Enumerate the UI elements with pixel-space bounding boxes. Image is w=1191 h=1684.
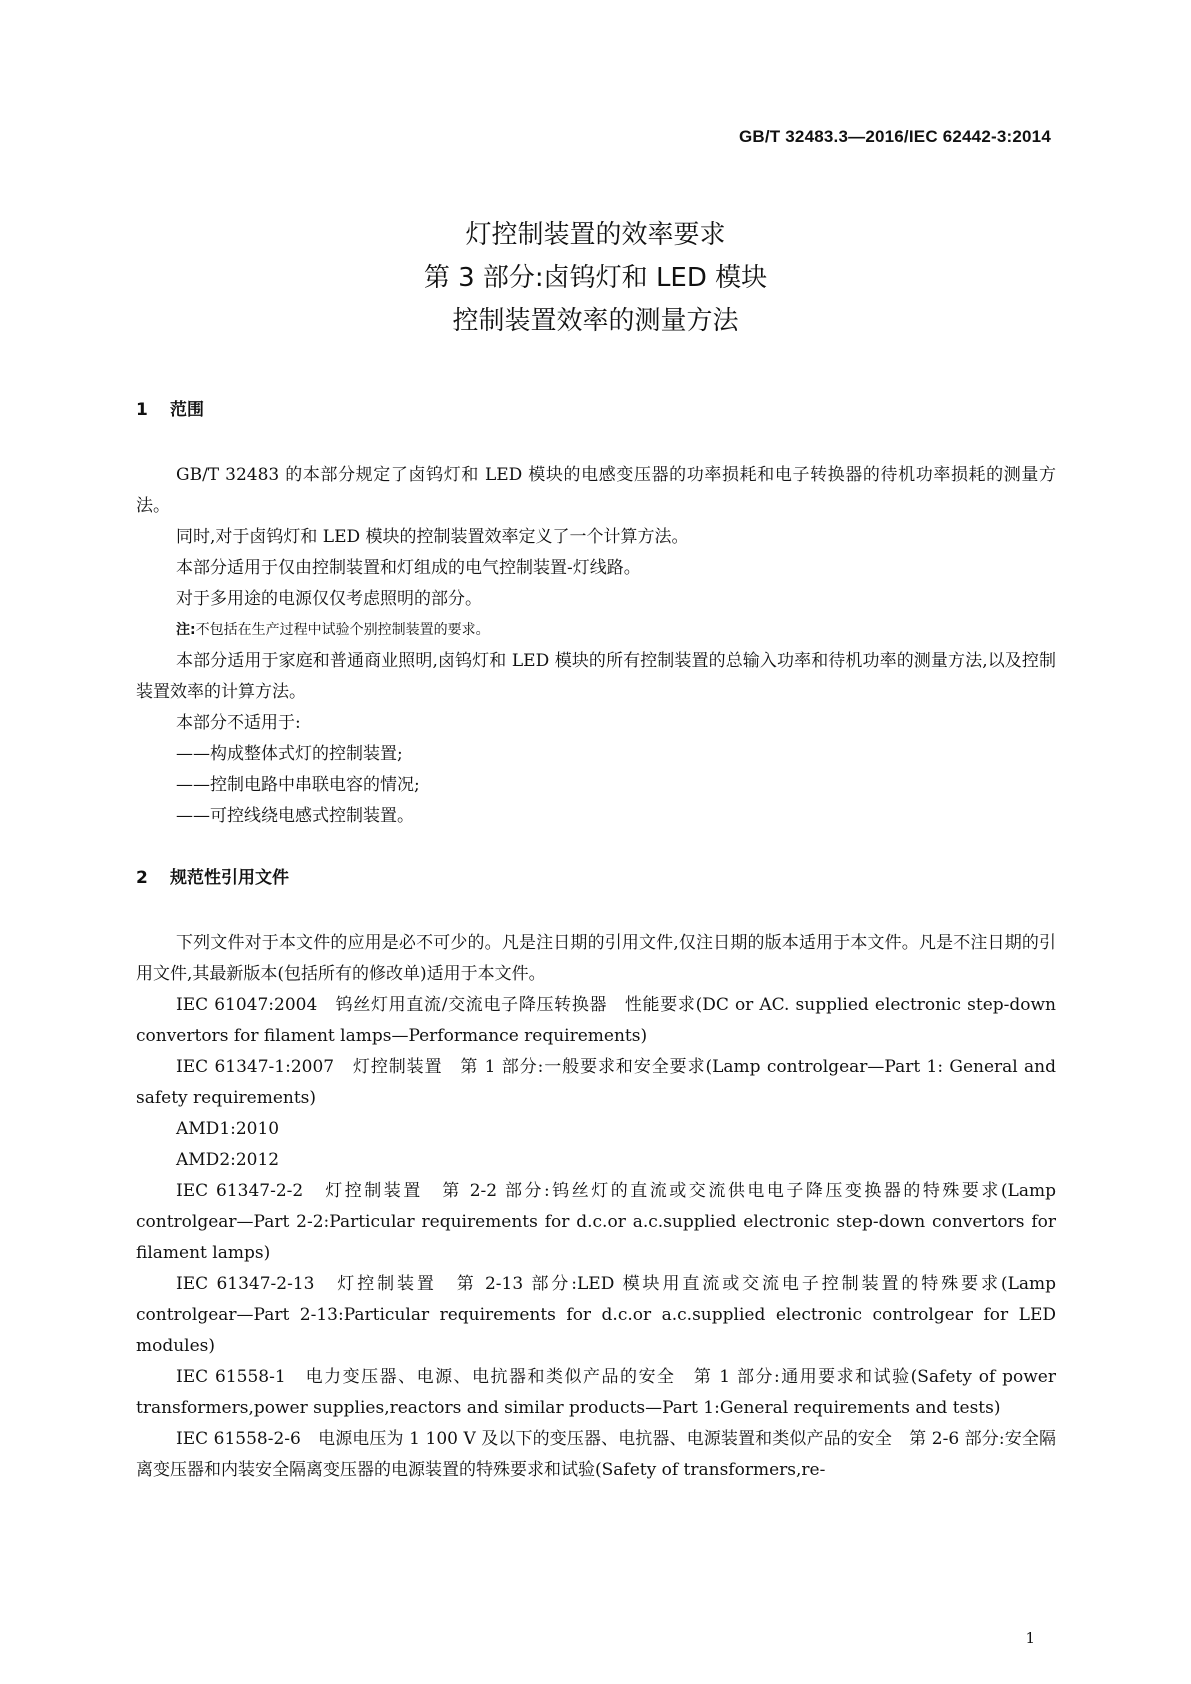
scope-paragraph-1: GB/T 32483 的本部分规定了卤钨灯和 LED 模块的电感变压器的功率损耗和电子转换器的待机功率损耗的测量方法。 <box>136 465 1056 516</box>
document-title <box>0 214 1191 343</box>
title-line-1: 灯控制装置的效率要求 <box>465 220 726 250</box>
section-2-number: 2 <box>136 868 148 888</box>
scope-paragraph-2: 同时,对于卤钨灯和 LED 模块的控制装置效率定义了一个计算方法。 <box>176 527 689 547</box>
document-identifier: GB/T 32483.3—2016/IEC 62442-3:2014 <box>738 127 1051 146</box>
page-number: 1 <box>1025 1629 1035 1647</box>
reference-entry: IEC 61347-2-13 灯控制装置 第 2-13 部分:LED 模块用直流或交流电子控制装置的特殊要求(Lamp controlgear—Part 2-13:Particular requirements for d.c.or a.c.supplied electronic controlgear for LED modules) <box>136 1274 1056 1356</box>
scope-paragraph-5: 本部分适用于家庭和普通商业照明,卤钨灯和 LED 模块的所有控制装置的总输入功率和待机功率的测量方法,以及控制装置效率的计算方法。 <box>136 651 1056 702</box>
reference-entry: IEC 61558-1 电力变压器、电源、电抗器和类似产品的安全 第 1 部分:通用要求和试验(Safety of power transformers,power supplies,reactors and similar products—Part 1:General requirements and tests) <box>136 1367 1056 1418</box>
references-intro: 下列文件对于本文件的应用是必不可少的。凡是注日期的引用文件,仅注日期的版本适用于本文件。凡是不注日期的引用文件,其最新版本(包括所有的修改单)适用于本文件。 <box>136 933 1056 984</box>
reference-entry: AMD2:2012 <box>176 1150 280 1170</box>
note-text: 不包括在生产过程中试验个别控制装置的要求。 <box>195 622 490 638</box>
section-1-title: 范围 <box>170 400 204 420</box>
scope-paragraph-3: 本部分适用于仅由控制装置和灯组成的电气控制装置-灯线路。 <box>176 558 641 578</box>
exclusion-item: ——控制电路中串联电容的情况; <box>176 775 420 795</box>
document-body <box>136 395 1056 1486</box>
scope-note <box>136 615 1056 646</box>
reference-entry: IEC 61558-2-6 电源电压为 1 100 V 及以下的变压器、电抗器、电源装置和类似产品的安全 第 2-6 部分:安全隔离变压器和内装安全隔离变压器的电源装置的特殊要求和试验(Safety of transformers,re- <box>136 1429 1056 1480</box>
section-2-heading <box>136 863 1056 894</box>
exclusion-item: ——构成整体式灯的控制装置; <box>176 744 403 764</box>
section-1-number: 1 <box>136 400 148 420</box>
reference-entry: IEC 61047:2004 钨丝灯用直流/交流电子降压转换器 性能要求(DC or AC. supplied electronic step-down convertors for filament lamps—Performance requirements) <box>136 995 1056 1046</box>
scope-paragraph-4: 对于多用途的电源仅仅考虑照明的部分。 <box>176 589 482 609</box>
scope-paragraph-6: 本部分不适用于: <box>176 713 301 733</box>
reference-entry: IEC 61347-1:2007 灯控制装置 第 1 部分:一般要求和安全要求(Lamp controlgear—Part 1: General and safety requirements) <box>136 1057 1056 1108</box>
section-2-title: 规范性引用文件 <box>170 868 289 888</box>
title-line-2: 第 3 部分:卤钨灯和 LED 模块 <box>423 263 768 293</box>
exclusion-item: ——可控线绕电感式控制装置。 <box>176 806 414 826</box>
section-1-heading <box>136 395 1056 426</box>
reference-entry: IEC 61347-2-2 灯控制装置 第 2-2 部分:钨丝灯的直流或交流供电电子降压变换器的特殊要求(Lamp controlgear—Part 2-2:Particular requirements for d.c.or a.c.supplied electronic step-down convertors for filament lamps) <box>136 1181 1056 1263</box>
note-label: 注: <box>176 622 196 638</box>
reference-entry: AMD1:2010 <box>176 1119 280 1139</box>
title-line-3: 控制装置效率的测量方法 <box>452 306 739 336</box>
